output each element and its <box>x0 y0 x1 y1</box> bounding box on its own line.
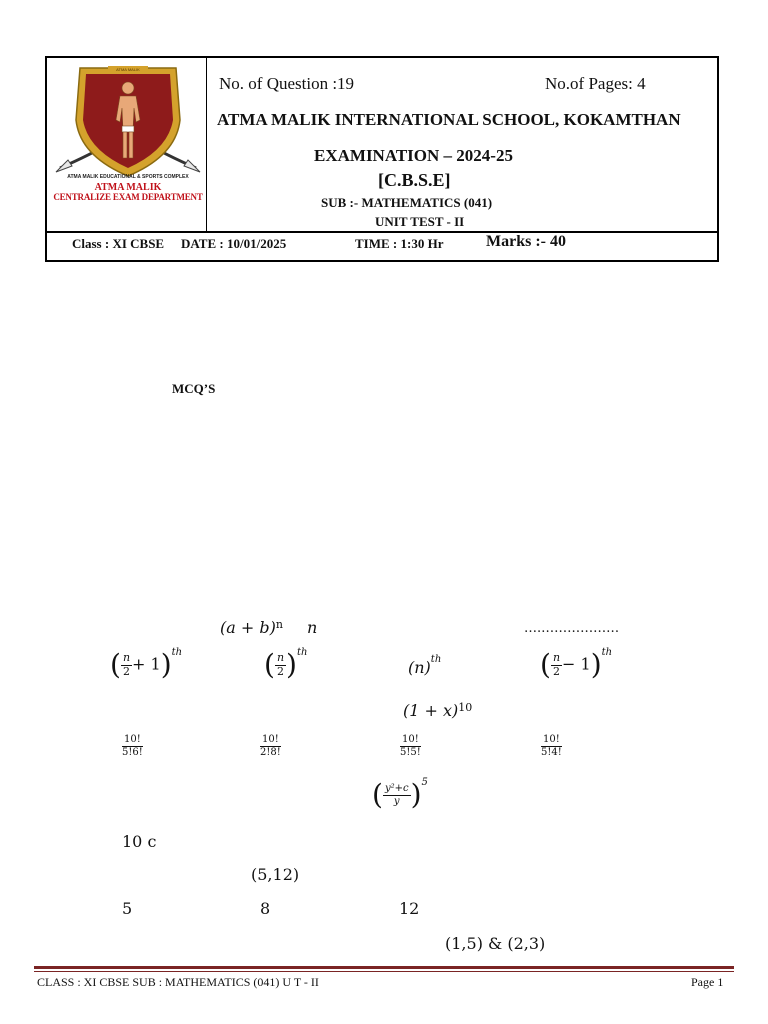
q1-stem-binomial: $(a + b)^n$ <box>220 618 283 637</box>
marks-label: Marks :- 40 <box>486 233 566 250</box>
q1-stem-dots: ….……………… <box>524 621 620 636</box>
q2-stem-binomial: $(1 + x)^{10}$ <box>403 701 473 720</box>
q2-option-b: $\frac{10!}{2!8!}$ <box>260 734 281 758</box>
footer-page-number: Page 1 <box>691 975 724 989</box>
school-name: ATMA MALIK INTERNATIONAL SCHOOL, KOKAMTHAN <box>217 110 681 129</box>
class-label: Class : XI CBSE <box>72 236 165 251</box>
footer-class-subject: CLASS : XI CBSE SUB : MATHEMATICS (041) U T - II <box>37 975 319 989</box>
q1-option-a: ( $\frac{n}{2}$ + 1)$^{th}$ <box>110 647 183 681</box>
svg-text:ATMA MALIK: ATMA MALIK <box>116 67 140 72</box>
logo-divider <box>206 58 207 232</box>
time-label: TIME : 1:30 Hr <box>355 236 444 251</box>
logo-caption-line-3: CENTRALIZE EXAM DEPARTMENT <box>53 192 203 202</box>
subject-label: SUB :- MATHEMATICS (041) <box>321 195 493 210</box>
question-count: No. of Question :19 <box>219 74 355 93</box>
q4-option-c: 12 <box>399 899 420 918</box>
logo-caption-line-2: ATMA MALIK <box>94 182 162 193</box>
footer-rule-thick <box>34 966 734 969</box>
q1-option-b: ( $\frac{n}{2}$ )$^{th}$ <box>264 647 308 681</box>
page-count: No.of Pages: 4 <box>545 74 646 93</box>
footer-rule-thin <box>34 971 734 972</box>
q4-stem-point: (5,12) <box>251 865 300 884</box>
q1-option-d: ( $\frac{n}{2}$ − 1)$^{th}$ <box>540 647 613 681</box>
q1-option-c: $(n)^{th}$ <box>408 654 442 677</box>
q1-stem-n: n <box>307 618 318 637</box>
unit-test-label: UNIT TEST - II <box>375 214 465 229</box>
exam-title: EXAMINATION – 2024-25 <box>314 146 513 165</box>
date-label: DATE : 10/01/2025 <box>181 236 287 251</box>
board-label: [C.B.S.E] <box>378 170 451 190</box>
q2-option-d: $\frac{10!}{5!4!}$ <box>541 734 562 758</box>
q2-option-c: $\frac{10!}{5!5!}$ <box>400 734 421 758</box>
q2-option-a: $\frac{10!}{5!6!}$ <box>122 734 143 758</box>
logo-caption-line-1: ATMA MALIK EDUCATIONAL & SPORTS COMPLEX <box>67 174 189 180</box>
section-title: MCQ’S <box>172 381 216 396</box>
info-divider <box>47 231 717 233</box>
q3-option: 10 c <box>122 832 157 851</box>
q4-option-a: 5 <box>122 899 133 918</box>
q4-option-b: 8 <box>260 899 271 918</box>
q5-stem-points: (1,5) & (2,3) <box>445 934 546 953</box>
q3-stem-expression: ( $\frac{\text{y²+c}}{y}$ )$^5$ <box>372 777 428 811</box>
